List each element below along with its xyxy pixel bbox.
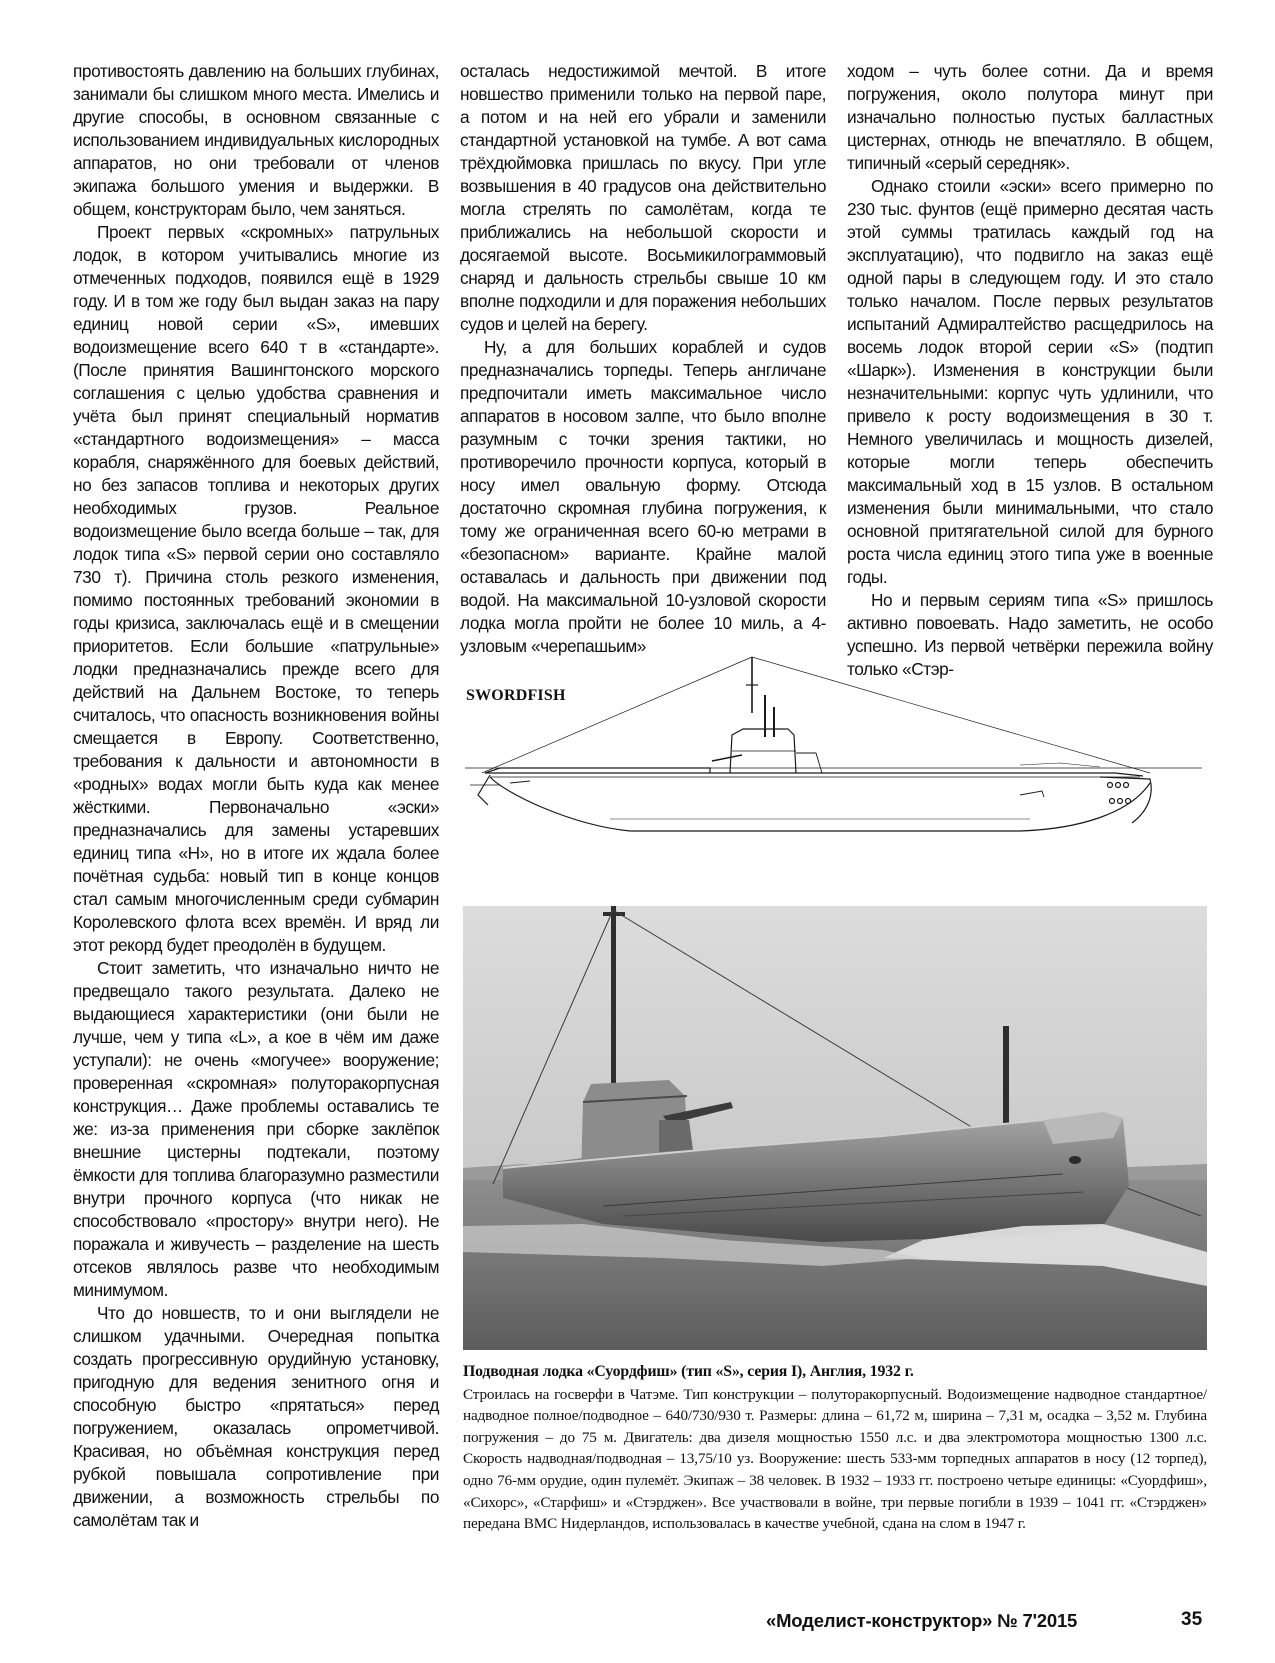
paragraph: Однако стоили «эски» всего примерно по 230 тыс. фунтов (ещё примерно десятая часть этой суммы тратилась каждый год на эксплуатацию), что подвигло на заказ ещё одной пары в следующем году. И это стало только началом. После первых результатов испытаний Адмиралтейство расщедрилось на восемь лодок второй серии «S» (подтип «Шарк»). Изменения в конструкции были незначительными: корпус чуть удлинили, что привело к росту водоизмещения в 30 т. Немного увеличилась и мощность дизелей, которые могли теперь обеспечить максимальный ход в 15 узлов. В остальном изменения были минимальными, что стало основной притягательной силой для бурного роста числа единиц этого типа уже в военные годы. [847, 176, 1213, 587]
drawing-label: SWORDFISH [466, 687, 566, 704]
paragraph: ходом – чуть более сотни. Да и время погружения, около полутора минут при изначально полностью пустых балластных цистернах, отнюдь не впечатляло. В общем, типичный «серый середняк». [847, 61, 1213, 173]
text-column-1 [73, 60, 439, 1532]
caption-title: Подводная лодка «Суордфиш» (тип «S», серия I), Англия, 1932 г. [463, 1363, 914, 1380]
paragraph: противостоять давлению на больших глубинах, занимали бы слишком много места. Имелись и другие способы, в основном связанные с использованием индивидуальных кислородных аппаратов, но они требовали от членов экипажа большого умения и выдержки. В общем, конструкторам было, чем заняться. [73, 61, 439, 219]
paragraph: Но и первым сериям типа «S» пришлось активно повоевать. Надо заметить, не особо успешно. Из первой четвёрки пережила войну только «Стэр- [847, 590, 1213, 679]
magazine-title: «Моделист-конструктор» № 7'2015 [766, 1610, 1078, 1631]
page-number: 35 [1181, 1609, 1203, 1630]
text-column-3 [847, 60, 1213, 681]
paragraph: Ну, а для больших кораблей и судов предназначались торпеды. Теперь англичане предпочитали иметь максимальное число аппаратов в носовом залпе, что было вполне разумным с точки зрения тактики, но противоречило прочности корпуса, который в носу имел овальную форму. Отсюда достаточно скромная глубина погружения, к тому же ограниченная всего 60-ю метрами в «безопасном» варианте. Крайне малой оставалась и дальность при движении под водой. На максимальной 10-узловой скорости лодка могла пройти не более 10 миль, а 4-узловым «черепашьим» [460, 337, 826, 656]
text-column-2 [460, 60, 826, 658]
submarine-photo [463, 906, 1207, 1350]
photo-caption [463, 1361, 1207, 1535]
paragraph: Что до новшеств, то и они выглядели не слишком удачными. Очередная попытка создать прогрессивную орудийную установку, пригодную для ведения зенитного огня и способную быстро «прятаться» перед погружением, оказалась опрометчивой. Красивая, но объёмная конструкция перед рубкой повышала сопротивление при движении, а возможность стрельбы по самолётам так и [73, 1303, 439, 1530]
paragraph: Стоит заметить, что изначально ничто не предвещало такого результата. Далеко не выдающиеся характеристики (они были не лучше, чем у типа «L», а кое в чём им даже уступали): не очень «могучее» вооружение; проверенная «скромная» полуторакорпусная конструкция… Даже проблемы оставались те же: из-за применения при сборке заклёпок внешние цистерны подтекали, поэтому ёмкости для топлива благоразумно разместили внутри прочного корпуса (что никак не способствовало «простору» внутри него). Не поражала и живучесть – разделение на шесть отсеков являлось разве что необходимым минимумом. [73, 958, 439, 1300]
submarine-drawing [460, 655, 1220, 855]
paragraph: Проект первых «скромных» патрульных лодок, в котором учитывались многие из отмеченных подходов, появился ещё в 1929 году. И в том же году был выдан заказ на пару единиц новой серии «S», имевших водоизмещение всего 640 т в «стандарте». (После принятия Вашингтонского морского соглашения с целью удобства сравнения и учёта был принят специальный норматив «стандартного водоизмещения» – масса корабля, снаряжённого для боевых действий, но без запасов топлива и некоторых других необходимых грузов. Реальное водоизмещение было всегда больше – так, для лодок типа «S» первой серии оно составляло 730 т). Причина столь резкого изменения, помимо постоянных требований экономии в годы кризиса, заключалась ещё и в смещении приоритетов. Если большие «патрульные» лодки предназначались прежде всего для действий на Дальнем Востоке, то теперь считалось, что опасность возникновения войны смещается в Европу. Соответственно, требования к дальности и автономности в «родных» водах могли быть куда как менее жёсткими. Первоначально «эски» предназначались для замены устаревших единиц типа «H», но в итоге их ждала более почётная судьба: новый тип в конце концов стал самым многочисленным среди субмарин Королевского флота всех времён. И вряд ли этот рекорд будет преодолён в будущем. [73, 222, 439, 955]
caption-text: Строилась на госверфи в Чатэме. Тип конструкции – полуторакорпусный. Водоизмещение надводное стандартное/надводное полное/подводное – 640/730/930 т. Размеры: длина – 61,72 м, ширина – 7,31 м, осадка – 3,52 м. Глубина погружения – до 75 м. Двигатель: два дизеля мощностью 1550 л.с. и два электромотора мощностью 1300 л.с. Скорость надводная/подводная – 13,75/10 уз. Вооружение: шесть 533-мм торпедных аппаратов в носу (12 торпед), одно 76-мм орудие, один пулемёт. Экипаж – 38 человек. В 1932 – 1933 гг. построено четыре единицы: «Суордфиш», «Сихорс», «Старфиш» и «Стэрджен». Все участвовали в войне, три первые погибли в 1939 – 1041 гг. «Стэрджен» передана ВМС Нидерландов, использовалась в качестве учебной, сдана на слом в 1947 г. [463, 1385, 1207, 1533]
paragraph: осталась недостижимой мечтой. В итоге новшество применили только на первой паре, а потом и на ней его убрали и заменили стандартной установкой на тумбе. А вот сама трёхдюймовка пришлась по вкусу. При угле возвышения в 40 градусов она действительно могла стрелять по самолётам, когда те приближались на небольшой скорости и досягаемой высоте. Восьмикилограммовый снаряд и дальность стрельбы свыше 10 км вполне подходили и для поражения небольших судов и целей на берегу. [460, 61, 826, 334]
